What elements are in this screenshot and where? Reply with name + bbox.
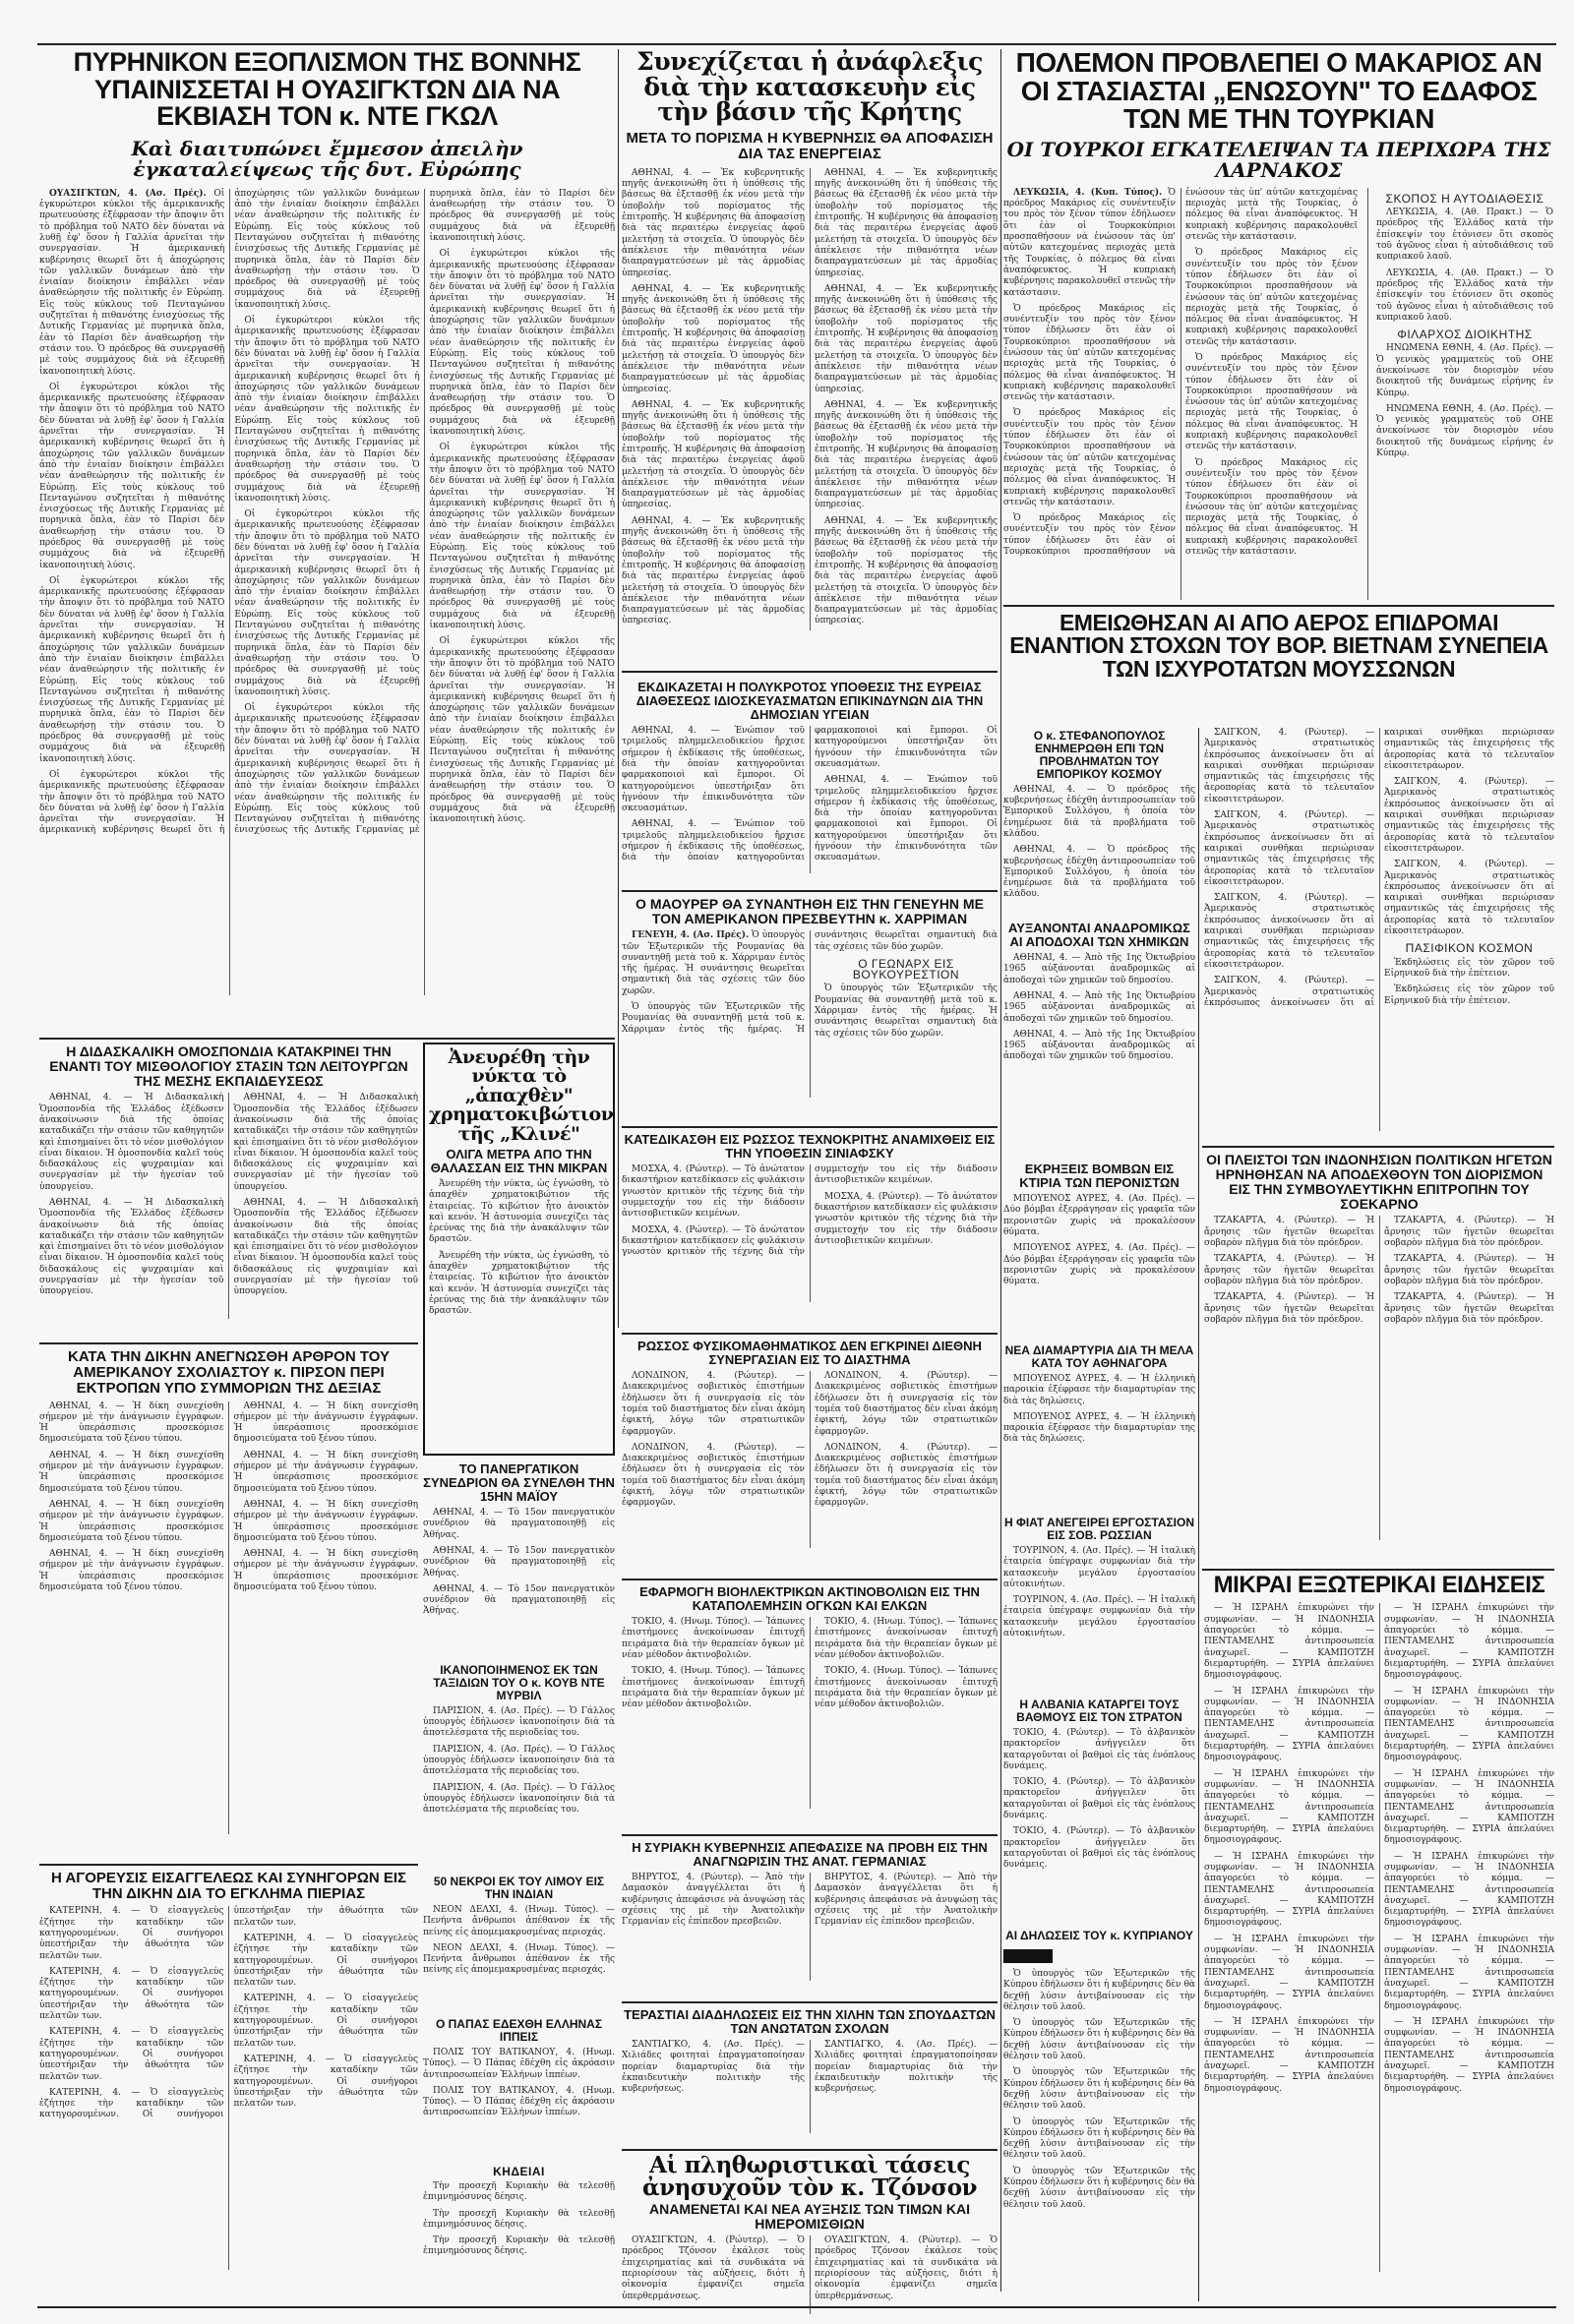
bishop-story (622, 679, 998, 885)
bottom-rule (37, 2306, 1556, 2308)
cypriots-body: ΑΘΗΝΑΙ, 4. — Ἀπὸ τῆς 1ης Ὀκτωβρίου 1965 αὐξάνονται ἀναδρομικῶς αἱ ἀποδοχαὶ τῶν χημικῶν τοῦ δημοσίου. ΑΘΗΝΑΙ, 4. — Ἀπὸ τῆς 1ης Ὀκτωβρίου 1965 αὐξάνονται ἀναδρομικῶς αἱ ἀποδοχαὶ τῶν χημικῶν τοῦ δημοσίου. ΑΘΗΝΑΙ, 4. — Ἀπὸ τῆς 1ης Ὀκτωβρίου 1965 αὐξάνονται ἀναδρομικῶς αἱ ἀποδοχαὶ τῶν χημικῶν τοῦ δημοσίου. (1003, 953, 1195, 1062)
teachers-body: ΑΘΗΝΑΙ, 4. — Ἡ Διδασκαλικὴ Ὁμοσπονδία τῆς Ἑλλάδος ἐξέδωσεν ἀνακοίνωσιν διὰ τῆς ὁποίας καταδικάζει τὴν στάσιν τῶν καθηγητῶν καὶ ἐπισημαίνει ὅτι τὸ νέον μισθολόγιον εἶναι δίκαιον. Ἡ ὁμοσπονδία καλεῖ τοὺς διδασκάλους εἰς ψυχραιμίαν καὶ συνεργασίαν μὲ τὴν ἡγεσίαν τοῦ ὑπουργείου. ΑΘΗΝΑΙ, 4. — Ἡ Διδασκαλικὴ Ὁμοσπονδία τῆς Ἑλλάδος ἐξέδωσεν ἀνακοίνωσιν διὰ τῆς ὁποίας καταδικάζει τὴν στάσιν τῶν καθηγητῶν καὶ ἐπισημαίνει ὅτι τὸ νέον μισθολόγιον εἶναι δίκαιον. Ἡ ὁμοσπονδία καλεῖ τοὺς διδασκάλους εἰς ψυχραιμίαν καὶ συνεργασίαν μὲ τὴν ἡγεσίαν τοῦ ὑπουργείου. ΑΘΗΝΑΙ, 4. — Ἡ Διδασκαλικὴ Ὁμοσπονδία τῆς Ἑλλάδος ἐξέδωσεν ἀνακοίνωσιν διὰ τῆς ὁποίας καταδικάζει τὴν στάσιν τῶν καθηγητῶν καὶ ἐπισημαίνει ὅτι τὸ νέον μισθολόγιον εἶναι δίκαιον. Ἡ ὁμοσπονδία καλεῖ τοὺς διδασκάλους εἰς ψυχραιμίαν καὶ συνεργασίαν μὲ τὴν ἡγεσίαν τοῦ ὑπουργείου. ΑΘΗΝΑΙ, 4. — Ἡ Διδασκαλικὴ Ὁμοσπονδία τῆς Ἑλλάδος ἐξέδωσεν ἀνακοίνωσιν διὰ τῆς ὁποίας καταδικάζει τὴν στάσιν τῶν καθηγητῶν καὶ ἐπισημαίνει ὅτι τὸ νέον μισθολόγιον εἶναι δίκαιον. Ἡ ὁμοσπονδία καλεῖ τοὺς διδασκάλους εἰς ψυχραιμίαν καὶ συνεργασίαν μὲ τὴν ἡγεσίαν τοῦ ὑπουργείου. (39, 1093, 418, 1297)
technocrat-headline: ΚΑΤΕΔΙΚΑΣΘΗ ΕΙΣ ΡΩΣΣΟΣ ΤΕΧΝΟΚΡΙΤΗΣ ΑΝΑΜΙΧΘΕΙΣ ΕΙΣ ΤΗΝ ΥΠΟΘΕΣΙΝ ΣΙΝΙΑΦΣΚΥ (624, 1132, 996, 1162)
section-rule (622, 890, 998, 892)
safes-subhead: ΟΛΙΓΑ ΜΕΤΡΑ ΑΠΟ ΤΗΝ ΘΑΛΑΣΣΑΝ ΕΙΣ ΤΗΝ ΜΙΚΡΑΝ (430, 1146, 608, 1175)
kyprianou-story (1003, 1928, 1195, 2292)
safes-body: Ἀνευρέθη τὴν νύκτα, ὡς ἐγνώσθη, τὸ ἁπαχθὲν χρηματοκιβώτιον τῆς ἑταιρείας. Τὸ κιβώτιον ἦτο ἀνοικτὸν καὶ κενόν. Ἡ ἀστυνομία συνεχίζει τὰς ἐρεύνας της διὰ τὴν ἀνακάλυψιν τῶν δραστῶν. Ἀνευρέθη τὴν νύκτα, ὡς ἐγνώσθη, τὸ ἁπαχθὲν χρηματοκιβώτιον τῆς ἑταιρείας. Τὸ κιβώτιον ἦτο ἀνοικτὸν καὶ κενόν. Ἡ ἀστυνομία συνεχίζει τὰς ἐρεύνας της διὰ τὴν ἀνακάλυψιν τῶν δραστῶν. (429, 1178, 609, 1317)
column-rule (1198, 728, 1199, 2301)
games-headline: Ο ΠΑΠΑΣ ΕΔΕΧΘΗ ΕΛΛΗΝΑΣ ΙΠΠΕΙΣ (435, 2017, 603, 2044)
section-rule (622, 1333, 998, 1335)
maurer-body: ΓΕΝΕΥΗ, 4. (Ασ. Πρές). Ὁ ὑπουργὸς τῶν Ἐξωτερικῶν τῆς Ρουμανίας θὰ συναντηθῇ μετὰ τοῦ κ. Χάρριμαν ἐντὸς τῆς ἡμέρας. Ἡ συνάντησις θεωρεῖται σημαντικὴ διὰ τὰς σχέσεις τῶν δύο χωρῶν. Ὁ ὑπουργὸς τῶν Ἐξωτερικῶν τῆς Ρουμανίας θὰ συναντηθῇ μετὰ τοῦ κ. Χάρριμαν ἐντὸς τῆς ἡμέρας. Ἡ συνάντησις θεωρεῖται σημαντικὴ διὰ τὰς σχέσεις τῶν δύο χωρῶν. Ο ΓΕΩΝΑΡΧ ΕΙΣ ΒΟΥΚΟΥΡΕΣΤΙΟΝ Ὁ ὑπουργὸς τῶν Ἐξωτερικῶν τῆς Ρουμανίας θὰ συναντηθῇ μετὰ τοῦ κ. Χάρριμαν ἐντὸς τῆς ἡμέρας. Ἡ συνάντησις θεωρεῖται σημαντικὴ διὰ τὰς σχέσεις τῶν δύο χωρῶν. (622, 930, 998, 1039)
makarios-label2: ΦΙΛΑΡΧΟΣ ΔΙΟΙΚΗΤΗΣ (1397, 328, 1533, 342)
inflation-subhead: ΑΝΑΜΕΝΕΤΑΙ ΚΑΙ ΝΕΑ ΑΥΞΗΣΙΣ ΤΩΝ ΤΙΜΩΝ ΚΑΙ ΗΜΕΡΟΜΙΣΘΙΩΝ (649, 2200, 970, 2233)
chile-body: ΣΑΝΤΙΑΓΚΟ, 4. (Ασ. Πρές). — Χιλιάδες φοιτηταὶ ἐπραγματοποίησαν πορείαν διαμαρτυρίας διὰ τὴν ἐκπαιδευτικὴν πολιτικὴν τῆς κυβερνήσεως. ΣΑΝΤΙΑΓΚΟ, 4. (Ασ. Πρές). — Χιλιάδες φοιτηταὶ ἐπραγματοποίησαν πορείαν διαμαρτυρίας διὰ τὴν ἐκπαιδευτικὴν πολιτικὴν τῆς κυβερνήσεως. (622, 2040, 998, 2095)
fiat-headline: Η ΦΙΑΤ ΑΝΕΓΕΙΡΕΙ ΕΡΓΟΣΤΑΣΙΟΝ ΕΙΣ ΣΟΒ. ΡΩΣΣΙΑΝ (1003, 1516, 1195, 1542)
piera-body: ΚΑΤΕΡΙΝΗ, 4. — Ὁ εἰσαγγελεὺς ἐζήτησε τὴν καταδίκην τῶν κατηγορουμένων. Οἱ συνήγοροι ὑπεστήριξαν τὴν ἀθωότητα τῶν πελατῶν των. ΚΑΤΕΡΙΝΗ, 4. — Ὁ εἰσαγγελεὺς ἐζήτησε τὴν καταδίκην τῶν κατηγορουμένων. Οἱ συνήγοροι ὑπεστήριξαν τὴν ἀθωότητα τῶν πελατῶν των. ΚΑΤΕΡΙΝΗ, 4. — Ὁ εἰσαγγελεὺς ἐζήτησε τὴν καταδίκην τῶν κατηγορουμένων. Οἱ συνήγοροι ὑπεστήριξαν τὴν ἀθωότητα τῶν πελατῶν των. ΚΑΤΕΡΙΝΗ, 4. — Ὁ εἰσαγγελεὺς ἐζήτησε τὴν καταδίκην τῶν κατηγορουμένων. Οἱ συνήγοροι ὑπεστήριξαν τὴν ἀθωότητα τῶν πελατῶν των. ΚΑΤΕΡΙΝΗ, 4. — Ὁ εἰσαγγελεὺς ἐζήτησε τὴν καταδίκην τῶν κατηγορουμένων. Οἱ συνήγοροι ὑπεστήριξαν τὴν ἀθωότητα τῶν πελατῶν των. ΚΑΤΕΡΙΝΗ, 4. — Ὁ εἰσαγγελεὺς ἐζήτησε τὴν καταδίκην τῶν κατηγορουμένων. Οἱ συνήγοροι ὑπεστήριξαν τὴν ἀθωότητα τῶν πελατῶν των. ΚΑΤΕΡΙΝΗ, 4. — Ὁ εἰσαγγελεὺς ἐζήτησε τὴν καταδίκην τῶν κατηγορουμένων. Οἱ συνήγοροι ὑπεστήριξαν τὴν ἀθωότητα τῶν πελατῶν των. (39, 1906, 418, 2120)
athenagoras-body: ΜΠΟΥΕΝΟΣ ΑΥΡΕΣ, 4. — Ἡ ἑλληνικὴ παροικία ἐξέφρασε τὴν διαμαρτυρίαν της διὰ τὰς δηλώσεις. ΜΠΟΥΕΝΟΣ ΑΥΡΕΣ, 4. — Ἡ ἑλληνικὴ παροικία ἐξέφρασε τὴν διαμαρτυρίαν της διὰ τὰς δηλώσεις. (1003, 1373, 1195, 1445)
bombs-story (1003, 1161, 1195, 1338)
famine-headline: 50 ΝΕΚΡΟΙ ΕΚ ΤΟΥ ΛΙΜΟΥ ΕΙΣ ΤΗΝ ΙΝΔΙΑΝ (433, 1875, 605, 1901)
lead-story (39, 49, 615, 1033)
makarios-story (1003, 49, 1554, 600)
section-rule (622, 671, 998, 673)
makarios-side-label: ΣΚΟΠΟΣ Η ΑΥΤΟΔΙΑΘΕΣΙΣ (1385, 191, 1544, 206)
section-rule (622, 2001, 998, 2003)
kyprianou-headline: ΑΙ ΔΗΛΩΣΕΙΣ ΤΟΥ κ. ΚΥΠΡΙΑΝΟΥ (1005, 1929, 1193, 1942)
piera-story (39, 1869, 418, 2301)
africa-body: ΤΖΑΚΑΡΤΑ, 4. (Ρώυτερ). — Ἡ ἄρνησις τῶν ἡγετῶν θεωρεῖται σοβαρὸν πλῆγμα διὰ τὸν πρόεδρον. ΤΖΑΚΑΡΤΑ, 4. (Ρώυτερ). — Ἡ ἄρνησις τῶν ἡγετῶν θεωρεῖται σοβαρὸν πλῆγμα διὰ τὸν πρόεδρον. ΤΖΑΚΑΡΤΑ, 4. (Ρώυτερ). — Ἡ ἄρνησις τῶν ἡγετῶν θεωρεῖται σοβαρὸν πλῆγμα διὰ τὸν πρόεδρον. ΤΖΑΚΑΡΤΑ, 4. (Ρώυτερ). — Ἡ ἄρνησις τῶν ἡγετῶν θεωρεῖται σοβαρὸν πλῆγμα διὰ τὸν πρόεδρον. ΤΖΑΚΑΡΤΑ, 4. (Ρώυτερ). — Ἡ ἄρνησις τῶν ἡγετῶν θεωρεῖται σοβαρὸν πλῆγμα διὰ τὸν πρόεδρον. ΤΖΑΚΑΡΤΑ, 4. (Ρώυτερ). — Ἡ ἄρνησις τῶν ἡγετῶν θεωρεῖται σοβαρὸν πλῆγμα διὰ τὸν πρόεδρον. (1204, 1216, 1554, 1325)
section-rule (622, 1579, 998, 1580)
stefanopoulos-headline: Ο κ. ΣΤΕΦΑΝΟΠΟΥΛΟΣ ΕΝΗΜΕΡΩΘΗ ΕΠΙ ΤΩΝ ΠΡΟΒΛΗΜΑΤΩΝ ΤΟΥ ΕΜΠΟΡΙΚΟΥ ΚΟΣΜΟΥ (1033, 729, 1166, 781)
section-rule (622, 1126, 998, 1128)
syria-story (622, 1839, 998, 1996)
maurer-headline: Ο ΜΑΟΥΡΕΡ ΘΑ ΣΥΝΑΝΤΗΘΗ ΕΙΣ ΤΗΝ ΓΕΝΕΥΗΝ ΜΕ ΤΟΝ ΑΜΕΡΙΚΑΝΟΝ ΠΡΕΣΒΕΥΤΗΝ κ. ΧΑΡΡΙΜΑΝ (636, 896, 984, 927)
section-rule (1003, 605, 1554, 607)
fiat-body: ΤΟΥΡΙΝΟΝ, 4. (Ασ. Πρές). — Ἡ ἰταλικὴ ἑταιρεία ὑπέγραψε συμφωνίαν διὰ τὴν κατασκευὴν μεγάλου ἐργοστασίου αὐτοκινήτων. ΤΟΥΡΙΝΟΝ, 4. (Ασ. Πρές). — Ἡ ἰταλικὴ ἑταιρεία ὑπέγραψε συμφωνίαν διὰ τὴν κατασκευὴν μεγάλου ἐργοστασίου αὐτοκινήτων. (1003, 1545, 1195, 1639)
albania-story (1003, 1697, 1195, 1923)
technocrat-story (622, 1131, 998, 1328)
crete-headline: Συνεχίζεται ἡ ἀνάφλεξις διὰ τὴν κατασκευὴν εἰς τὴν βάσιν τῆς Κρήτης (636, 49, 983, 126)
teachers-headline: Η ΔΙΔΑΣΚΑΛΙΚΗ ΟΜΟΣΠΟΝΔΙΑ ΚΑΤΑΚΡΙΝΕΙ ΤΗΝ ΕΝΑΝΤΙ ΤΟΥ ΜΙΣΘΟΛΟΓΙΟΥ ΣΤΑΣΙΝ ΤΩΝ ΛΕΙΤΟΥΡΓΩΝ ΤΗΣ ΜΕΣΗΣ ΕΚΠΑΙΔΕΥΣΕΩΣ (49, 1043, 408, 1090)
inflation-headline: Αἱ πληθωριστικαὶ τάσεις ἀνησυχοῦν τὸν κ. Τζόνσον (641, 2154, 978, 2202)
famine-body: ΝΕΟΝ ΔΕΛΧΙ, 4. (Ηνωμ. Τύπος). — Πενήντα ἄνθρωποι ἀπέθανον ἐκ τῆς πείνης εἰς ἀπομεμακρυσμένας περιοχάς. ΝΕΟΝ ΔΕΛΧΙ, 4. (Ηνωμ. Τύπος). — Πενήντα ἄνθρωποι ἀπέθανον ἐκ τῆς πείνης εἰς ἀπομεμακρυσμένας περιοχάς. (423, 1904, 615, 1976)
lead-subhead: Καὶ διαιτυπώνει ἔμμεσον ἀπειλὴν ἐγκαταλείψεως τῆς δυτ. Εὐρώπης (131, 136, 523, 182)
arrow-marker-icon (1003, 1949, 1053, 1963)
footer-notice (423, 2159, 615, 2296)
column-rule (1000, 49, 1001, 2292)
albania-body: ΤΟΚΙΟ, 4. (Ρώυτερ). — Τὸ ἀλβανικὸν πρακτορεῖον ἀνήγγειλεν ὅτι καταργοῦνται οἱ βαθμοὶ εἰς τὰς ἐνόπλους δυνάμεις. ΤΟΚΙΟ, 4. (Ρώυτερ). — Τὸ ἀλβανικὸν πρακτορεῖον ἀνήγγειλεν ὅτι καταργοῦνται οἱ βαθμοὶ εἰς τὰς ἐνόπλους δυνάμεις. ΤΟΚΙΟ, 4. (Ρώυτερ). — Τὸ ἀλβανικὸν πρακτορεῖον ἀνήγγειλεν ὅτι καταργοῦνται οἱ βαθμοὶ εἰς τὰς ἐνόπλους δυνάμεις. (1003, 1727, 1195, 1871)
footer-label: ΚΗΔΕΙΑΙ (493, 2165, 545, 2178)
radio-story (622, 1583, 998, 1829)
section-rule (39, 1038, 615, 1040)
hungary-label: ΠΑΣΙΦΙΚΟΝ ΚΟΣΜΟΝ (1405, 941, 1534, 956)
crete-body: ΑΘΗΝΑΙ, 4. — Ἐκ κυβερνητικῆς πηγῆς ἀνεκοινώθη ὅτι ἡ ὑπόθεσις τῆς βάσεως θὰ ἐξετασθῇ ἐκ νέου μετὰ τὴν ὑποβολὴν τοῦ πορίσματος τῆς ἐπιτροπῆς. Ἡ κυβέρνησις θὰ ἀποφασίσῃ διὰ τὰς περαιτέρω ἐνεργείας ἀφοῦ μελετήσῃ τὰ στοιχεῖα. Ὁ ὑπουργὸς δὲν ἀπέκλεισε τὴν πιθανότητα νέων διαπραγματεύσεων μὲ τὰς ἀρμοδίας ὑπηρεσίας. ΑΘΗΝΑΙ, 4. — Ἐκ κυβερνητικῆς πηγῆς ἀνεκοινώθη ὅτι ἡ ὑπόθεσις τῆς βάσεως θὰ ἐξετασθῇ ἐκ νέου μετὰ τὴν ὑποβολὴν τοῦ πορίσματος τῆς ἐπιτροπῆς. Ἡ κυβέρνησις θὰ ἀποφασίσῃ διὰ τὰς περαιτέρω ἐνεργείας ἀφοῦ μελετήσῃ τὰ στοιχεῖα. Ὁ ὑπουργὸς δὲν ἀπέκλεισε τὴν πιθανότητα νέων διαπραγματεύσεων μὲ τὰς ἀρμοδίας ὑπηρεσίας. ΑΘΗΝΑΙ, 4. — Ἐκ κυβερνητικῆς πηγῆς ἀνεκοινώθη ὅτι ἡ ὑπόθεσις τῆς βάσεως θὰ ἐξετασθῇ ἐκ νέου μετὰ τὴν ὑποβολὴν τοῦ πορίσματος τῆς ἐπιτροπῆς. Ἡ κυβέρνησις θὰ ἀποφασίσῃ διὰ τὰς περαιτέρω ἐνεργείας ἀφοῦ μελετήσῃ τὰ στοιχεῖα. Ὁ ὑπουργὸς δὲν ἀπέκλεισε τὴν πιθανότητα νέων διαπραγματεύσεων μὲ τὰς ἀρμοδίας ὑπηρεσίας. ΑΘΗΝΑΙ, 4. — Ἐκ κυβερνητικῆς πηγῆς ἀνεκοινώθη ὅτι ἡ ὑπόθεσις τῆς βάσεως θὰ ἐξετασθῇ ἐκ νέου μετὰ τὴν ὑποβολὴν τοῦ πορίσματος τῆς ἐπιτροπῆς. Ἡ κυβέρνησις θὰ ἀποφασίσῃ διὰ τὰς περαιτέρω ἐνεργείας ἀφοῦ μελετήσῃ τὰ στοιχεῖα. Ὁ ὑπουργὸς δὲν ἀπέκλεισε τὴν πιθανότητα νέων διαπραγματεύσεων μὲ τὰς ἀρμοδίας ὑπηρεσίας. ΑΘΗΝΑΙ, 4. — Ἐκ κυβερνητικῆς πηγῆς ἀνεκοινώθη ὅτι ἡ ὑπόθεσις τῆς βάσεως θὰ ἐξετασθῇ ἐκ νέου μετὰ τὴν ὑποβολὴν τοῦ πορίσματος τῆς ἐπιτροπῆς. Ἡ κυβέρνησις θὰ ἀποφασίσῃ διὰ τὰς περαιτέρω ἐνεργείας ἀφοῦ μελετήσῃ τὰ στοιχεῖα. Ὁ ὑπουργὸς δὲν ἀπέκλεισε τὴν πιθανότητα νέων διαπραγματεύσεων μὲ τὰς ἀρμοδίας ὑπηρεσίας. ΑΘΗΝΑΙ, 4. — Ἐκ κυβερνητικῆς πηγῆς ἀνεκοινώθη ὅτι ἡ ὑπόθεσις τῆς βάσεως θὰ ἐξετασθῇ ἐκ νέου μετὰ τὴν ὑποβολὴν τοῦ πορίσματος τῆς ἐπιτροπῆς. Ἡ κυβέρνησις θὰ ἀποφασίσῃ διὰ τὰς περαιτέρω ἐνεργείας ἀφοῦ μελετήσῃ τὰ στοιχεῖα. Ὁ ὑπουργὸς δὲν ἀπέκλεισε τὴν πιθανότητα νέων διαπραγματεύσεων μὲ τὰς ἀρμοδίας ὑπηρεσίας. ΑΘΗΝΑΙ, 4. — Ἐκ κυβερνητικῆς πηγῆς ἀνεκοινώθη ὅτι ἡ ὑπόθεσις τῆς βάσεως θὰ ἐξετασθῇ ἐκ νέου μετὰ τὴν ὑποβολὴν τοῦ πορίσματος τῆς ἐπιτροπῆς. Ἡ κυβέρνησις θὰ ἀποφασίσῃ διὰ τὰς περαιτέρω ἐνεργείας ἀφοῦ μελετήσῃ τὰ στοιχεῖα. Ὁ ὑπουργὸς δὲν ἀπέκλεισε τὴν πιθανότητα νέων διαπραγματεύσεων μὲ τὰς ἀρμοδίας ὑπηρεσίας. ΑΘΗΝΑΙ, 4. — Ἐκ κυβερνητικῆς πηγῆς ἀνεκοινώθη ὅτι ἡ ὑπόθεσις τῆς βάσεως θὰ ἐξετασθῇ ἐκ νέου μετὰ τὴν ὑποβολὴν τοῦ πορίσματος τῆς ἐπιτροπῆς. Ἡ κυβέρνησις θὰ ἀποφασίσῃ διὰ τὰς περαιτέρω ἐνεργείας ἀφοῦ μελετήσῃ τὰ στοιχεῖα. Ὁ ὑπουργὸς δὲν ἀπέκλεισε τὴν πιθανότητα νέων διαπραγματεύσεων μὲ τὰς ἀρμοδίας ὑπηρεσίας. (622, 167, 998, 626)
crete-subhead: ΜΕΤΑ ΤΟ ΠΟΡΙΣΜΑ Η ΚΥΒΕΡΝΗΣΙΣ ΘΑ ΑΠΟΦΑΣΙΣΗ ΔΙΑ ΤΑΣ ΕΝΕΡΓΕΙΑΣ (626, 129, 994, 162)
games-story (423, 2016, 615, 2154)
vietnam-body-wrap (1204, 728, 1554, 1141)
top-rule (37, 43, 1556, 45)
cypriots-headline: ΑΥΞΑΝΟΝΤΑΙ ΑΝΑΔΡΟΜΙΚΩΣ ΑΙ ΑΠΟΔΟΧΑΙ ΤΩΝ ΧΗΜΙΚΩΝ (1008, 921, 1190, 950)
makarios-headline: ΠΟΛΕΜΟΝ ΠΡΟΒΛΕΠΕΙ Ο ΜΑΚΑΡΙΟΣ ΑΝ ΟΙ ΣΤΑΣΙΑΣΤΑΙ „ΕΝΩΣΟΥΝ" ΤΟ ΕΔΑΦΟΣ ΤΩΝ ΜΕ ΤΗΝ ΤΟΥΡΚΙΑΝ (1015, 49, 1543, 135)
radio-body: ΤΟΚΙΟ, 4. (Ηνωμ. Τύπος). — Ἰάπωνες ἐπιστήμονες ἀνεκοίνωσαν ἐπιτυχῆ πειράματα διὰ τὴν θεραπείαν ὄγκων μὲ νέαν μέθοδον ἀκτινοβολιῶν. ΤΟΚΙΟ, 4. (Ηνωμ. Τύπος). — Ἰάπωνες ἐπιστήμονες ἀνεκοίνωσαν ἐπιτυχῆ πειράματα διὰ τὴν θεραπείαν ὄγκων μὲ νέαν μέθοδον ἀκτινοβολιῶν. ΤΟΚΙΟ, 4. (Ηνωμ. Τύπος). — Ἰάπωνες ἐπιστήμονες ἀνεκοίνωσαν ἐπιτυχῆ πειράματα διὰ τὴν θεραπείαν ὄγκων μὲ νέαν μέθοδον ἀκτινοβολιῶν. ΤΟΚΙΟ, 4. (Ηνωμ. Τύπος). — Ἰάπωνες ἐπιστήμονες ἀνεκοίνωσαν ἐπιτυχῆ πειράματα διὰ τὴν θεραπείαν ὄγκων μὲ νέαν μέθοδον ἀκτινοβολιῶν. (622, 1617, 998, 1710)
trial-headline: ΚΑΤΑ ΤΗΝ ΔΙΚΗΝ ΑΝΕΓΝΩΣΘΗ ΑΡΘΡΟΝ ΤΟΥ ΑΜΕΡΙΚΑΝΟΥ ΣΧΟΛΙΑΣΤΟΥ κ. ΠΙΡΣΟΝ ΠΕΡΙ ΕΚΤΡΟΠΩΝ ΥΠΟ ΣΥΜΜΟΡΙΩΝ ΤΗΣ ΔΕΞΙΑΣ (68, 1348, 390, 1398)
syria-body: ΒΗΡΥΤΟΣ, 4. (Ρώυτερ). — Ἀπὸ τὴν Δαμασκὸν ἀναγγέλλεται ὅτι ἡ κυβέρνησις ἀπεφάσισε νὰ ἀνυψώσῃ τὰς σχέσεις της μὲ τὴν Ἀνατολικὴν Γερμανίαν εἰς ἐπίπεδον πρεσβειῶν. ΒΗΡΥΤΟΣ, 4. (Ρώυτερ). — Ἀπὸ τὴν Δαμασκὸν ἀναγγέλλεται ὅτι ἡ κυβέρνησις ἀπεφάσισε νὰ ἀνυψώσῃ τὰς σχέσεις της μὲ τὴν Ἀνατολικὴν Γερμανίαν εἰς ἐπίπεδον πρεσβειῶν. (622, 1873, 998, 1928)
technocrat-body: ΜΟΣΧΑ, 4. (Ρώυτερ). — Τὸ ἀνώτατον δικαστήριον κατεδίκασεν εἰς φυλάκισιν γνωστὸν κριτικὸν τῆς τέχνης διὰ τὴν συμμετοχήν του εἰς τὴν διάδοσιν ἀντισοβιετικῶν κειμένων. ΜΟΣΧΑ, 4. (Ρώυτερ). — Τὸ ἀνώτατον δικαστήριον κατεδίκασεν εἰς φυλάκισιν γνωστὸν κριτικὸν τῆς τέχνης διὰ τὴν συμμετοχήν του εἰς τὴν διάδοσιν ἀντισοβιετικῶν κειμένων. ΜΟΣΧΑ, 4. (Ρώυτερ). — Τὸ ἀνώτατον δικαστήριον κατεδίκασεν εἰς φυλάκισιν γνωστὸν κριτικὸν τῆς τέχνης διὰ τὴν συμμετοχήν του εἰς τὴν διάδοσιν ἀντισοβιετικῶν κειμένων. (622, 1164, 998, 1258)
africa-headline: ΟΙ ΠΛΕΙΣΤΟΙ ΤΩΝ ΙΝΔΟΝΗΣΙΩΝ ΠΟΛΙΤΙΚΩΝ ΗΓΕΤΩΝ ΗΡΝΗΘΗΣΑΝ ΝΑ ΑΠΟΔΕΧΘΟΥΝ ΤΟΝ ΔΙΟΡΙΣΜΟΝ ΕΙΣ ΤΗΝ ΣΥΜΒΟΥΛΕΥΤΙΚΗΝ ΕΠΙΤΡΟΠΗΝ ΤΟΥ ΣΟΕΚΑΡΝΟ (1206, 1152, 1552, 1213)
fiat-story (1003, 1515, 1195, 1692)
stefanopoulos-body: ΑΘΗΝΑΙ, 4. — Ὁ πρόεδρος τῆς κυβερνήσεως ἐδέχθη ἀντιπροσωπείαν τοῦ Ἐμπορικοῦ Συλλόγου, ἡ ὁποία τὸν ἐνημέρωσε διὰ τὰ προβλήματα τοῦ κλάδου. ΑΘΗΝΑΙ, 4. — Ὁ πρόεδρος τῆς κυβερνήσεως ἐδέχθη ἀντιπροσωπείαν τοῦ Ἐμπορικοῦ Συλλόγου, ἡ ὁποία τὸν ἐνημέρωσε διὰ τὰ προβλήματα τοῦ κλάδου. (1003, 784, 1195, 900)
athenagoras-story (1003, 1342, 1195, 1510)
radio-headline: ΕΦΑΡΜΟΓΗ ΒΙΟΗΛΕΚΤΡΙΚΩΝ ΑΚΤΙΝΟΒΟΛΙΩΝ ΕΙΣ ΤΗΝ ΚΑΤΑΠΟΛΕΜΗΣΙΝ ΟΓΚΩΝ ΚΑΙ ΕΛΚΩΝ (639, 1584, 980, 1614)
column-rule (618, 49, 619, 1328)
section-rule (39, 1864, 418, 1866)
makarios-body: ΛΕΥΚΩΣΙΑ, 4. (Κυπ. Τύπος). Ὁ πρόεδρος Μακάριος εἰς συνέντευξίν του πρὸς τὸν ξένον τύπον ἐδήλωσεν ὅτι ἐὰν οἱ Τουρκοκύπριοι προσπαθήσουν νὰ ἑνώσουν τὰς ὑπ' αὐτῶν κατεχομένας περιοχὰς μετὰ τῆς Τουρκίας, ὁ πόλεμος θὰ εἶναι ἀναπόφευκτος. Ἡ κυπριακὴ κυβέρνησις παρακολουθεῖ στενῶς τὴν κατάστασιν. Ὁ πρόεδρος Μακάριος εἰς συνέντευξίν του πρὸς τὸν ξένον τύπον ἐδήλωσεν ὅτι ἐὰν οἱ Τουρκοκύπριοι προσπαθήσουν νὰ ἑνώσουν τὰς ὑπ' αὐτῶν κατεχομένας περιοχὰς μετὰ τῆς Τουρκίας, ὁ πόλεμος θὰ εἶναι ἀναπόφευκτος. Ἡ κυπριακὴ κυβέρνησις παρακολουθεῖ στενῶς τὴν κατάστασιν. Ὁ πρόεδρος Μακάριος εἰς συνέντευξίν του πρὸς τὸν ξένον τύπον ἐδήλωσεν ὅτι ἐὰν οἱ Τουρκοκύπριοι προσπαθήσουν νὰ ἑνώσουν τὰς ὑπ' αὐτῶν κατεχομένας περιοχὰς μετὰ τῆς Τουρκίας, ὁ πόλεμος θὰ εἶναι ἀναπόφευκτος. Ἡ κυπριακὴ κυβέρνησις παρακολουθεῖ στενῶς τὴν κατάστασιν. Ὁ πρόεδρος Μακάριος εἰς συνέντευξίν του πρὸς τὸν ξένον τύπον ἐδήλωσεν ὅτι ἐὰν οἱ Τουρκοκύπριοι προσπαθήσουν νὰ ἑνώσουν τὰς ὑπ' αὐτῶν κατεχομένας περιοχὰς μετὰ τῆς Τουρκίας, ὁ πόλεμος θὰ εἶναι ἀναπόφευκτος. Ἡ κυπριακὴ κυβέρνησις παρακολουθεῖ στενῶς τὴν κατάστασιν. Ὁ πρόεδρος Μακάριος εἰς συνέντευξίν του πρὸς τὸν ξένον τύπον ἐδήλωσεν ὅτι ἐὰν οἱ Τουρκοκύπριοι προσπαθήσουν νὰ ἑνώσουν τὰς ὑπ' αὐτῶν κατεχομένας περιοχὰς μετὰ τῆς Τουρκίας, ὁ πόλεμος θὰ εἶναι ἀναπόφευκτος. Ἡ κυπριακὴ κυβέρνησις παρακολουθεῖ στενῶς τὴν κατάστασιν. Ὁ πρόεδρος Μακάριος εἰς συνέντευξίν του πρὸς τὸν ξένον τύπον ἐδήλωσεν ὅτι ἐὰν οἱ Τουρκοκύπριοι προσπαθήσουν νὰ ἑνώσουν τὰς ὑπ' αὐτῶν κατεχομένας περιοχὰς μετὰ τῆς Τουρκίας, ὁ πόλεμος θὰ εἶναι ἀναπόφευκτος. Ἡ κυπριακὴ κυβέρνησις παρακολουθεῖ στενῶς τὴν κατάστασιν. Ὁ πρόεδρος Μακάριος εἰς συνέντευξίν του πρὸς τὸν ξένον τύπον ἐδήλωσεν ὅτι ἐὰν οἱ Τουρκοκύπριοι προσπαθήσουν νὰ ἑνώσουν τὰς ὑπ' αὐτῶν κατεχομένας περιοχὰς μετὰ τῆς Τουρκίας, ὁ πόλεμος θὰ εἶναι ἀναπόφευκτος. Ἡ κυπριακὴ κυβέρνησις παρακολουθεῖ στενῶς τὴν κατάστασιν. (1003, 187, 1358, 558)
trial-story (39, 1347, 418, 1859)
money-headline: ΙΚΑΝΟΠΟΙΗΜΕΝΟΣ ΕΚ ΤΩΝ ΤΑΞΙΔΙΩΝ ΤΟΥ Ο κ. ΚΟΥΒ ΝΤΕ ΜΥΡΒΙΛ (433, 1663, 605, 1702)
section-rule (1202, 1569, 1554, 1571)
piera-headline: Η ΑΓΟΡΕΥΣΙΣ ΕΙΣΑΓΓΕΛΕΩΣ ΚΑΙ ΣΥΝΗΓΟΡΩΝ ΕΙΣ ΤΗΝ ΔΙΚΗΝ ΔΙΑ ΤΟ ΕΓΚΛΗΜΑ ΠΙΕΡΙΑΣ (50, 1870, 407, 1903)
safes-headline: Ἀνευρέθη τὴν νύκτα τὸ „ἁπαχθὲν" χρηματοκιβώτιον τῆς „Κλινέ" (429, 1046, 614, 1145)
albania-headline: Η ΑΛΒΑΝΙΑ ΚΑΤΑΡΓΕΙ ΤΟΥΣ ΒΑΘΜΟΥΣ ΕΙΣ ΤΟΝ ΣΤΡΑΤΟΝ (1016, 1698, 1182, 1724)
festival-story (423, 1460, 615, 1657)
teachers-story (39, 1043, 418, 1338)
bombs-body: ΜΠΟΥΕΝΟΣ ΑΥΡΕΣ, 4. (Ασ. Πρές). — Δύο βόμβαι ἐξερράγησαν εἰς γραφεῖα τῶν περονιστῶν χωρὶς νὰ προκαλέσουν θύματα. ΜΠΟΥΕΝΟΣ ΑΥΡΕΣ, 4. (Ασ. Πρές). — Δύο βόμβαι ἐξερράγησαν εἰς γραφεῖα τῶν περονιστῶν χωρὶς νὰ προκαλέσουν θύματα. (1003, 1194, 1195, 1287)
physicist-body: ΛΟΝΔΙΝΟΝ, 4. (Ρώυτερ). — Διακεκριμένος σοβιετικὸς ἐπιστήμων ἐδήλωσεν ὅτι ἡ συνεργασία εἰς τὸν τομέα τοῦ διαστήματος δὲν εἶναι ἀκόμη ἐφικτή, λόγῳ τῶν στρατιωτικῶν ἐφαρμογῶν. ΛΟΝΔΙΝΟΝ, 4. (Ρώυτερ). — Διακεκριμένος σοβιετικὸς ἐπιστήμων ἐδήλωσεν ὅτι ἡ συνεργασία εἰς τὸν τομέα τοῦ διαστήματος δὲν εἶναι ἀκόμη ἐφικτή, λόγῳ τῶν στρατιωτικῶν ἐφαρμογῶν. ΛΟΝΔΙΝΟΝ, 4. (Ρώυτερ). — Διακεκριμένος σοβιετικὸς ἐπιστήμων ἐδήλωσεν ὅτι ἡ συνεργασία εἰς τὸν τομέα τοῦ διαστήματος δὲν εἶναι ἀκόμη ἐφικτή, λόγῳ τῶν στρατιωτικῶν ἐφαρμογῶν. ΛΟΝΔΙΝΟΝ, 4. (Ρώυτερ). — Διακεκριμένος σοβιετικὸς ἐπιστήμων ἐδήλωσεν ὅτι ἡ συνεργασία εἰς τὸν τομέα τοῦ διαστήματος δὲν εἶναι ἀκόμη ἐφικτή, λόγῳ τῶν στρατιωτικῶν ἐφαρμογῶν. (622, 1371, 998, 1509)
famine-story (423, 1874, 615, 2011)
bishop-headline: ΕΚΔΙΚΑΖΕΤΑΙ Η ΠΟΛΥΚΡΟΤΟΣ ΥΠΟΘΕΣΙΣ ΤΗΣ ΕΥΡΕΙΑΣ ΔΙΑΘΕΣΕΩΣ ΙΔΙΟΣΚΕΥΑΣΜΑΤΩΝ ΕΠΙΚΙΝΔΥΝΩΝ ΔΙΑ ΤΗΝ ΔΗΜΟΣΙΑΝ ΥΓΕΙΑΝ (636, 680, 984, 723)
vietnam-headline: ΕΜΕΙΩΘΗΣΑΝ ΑΙ ΑΠΟ ΑΕΡΟΣ ΕΠΙΔΡΟΜΑΙ ΕΝΑΝΤΙΟΝ ΣΤΟΧΩΝ ΤΟΥ ΒΟΡ. ΒΙΕΤΝΑΜ ΣΥΝΕΠΕΙΑ ΤΩΝ ΙΣΧΥΡΟΤΑΤΩΝ ΜΟΥΣΣΩΝΩΝ (1009, 612, 1548, 682)
chile-story (622, 2006, 998, 2144)
physicist-story (622, 1338, 998, 1574)
chile-headline: ΤΕΡΑΣΤΙΑΙ ΔΙΑΔΗΛΩΣΕΙΣ ΕΙΣ ΤΗΝ ΧΙΛΗΝ ΤΩΝ ΣΠΟΥΔΑΣΤΩΝ ΤΩΝ ΑΝΩΤΑΤΩΝ ΣΧΟΛΩΝ (624, 2007, 996, 2037)
africa-story (1204, 1151, 1554, 1564)
festival-body: ΑΘΗΝΑΙ, 4. — Τὸ 15ον πανεργατικὸν συνέδριον θὰ πραγματοποιηθῇ εἰς Ἀθήνας. ΑΘΗΝΑΙ, 4. — Τὸ 15ον πανεργατικὸν συνέδριον θὰ πραγματοποιηθῇ εἰς Ἀθήνας. ΑΘΗΝΑΙ, 4. — Τὸ 15ον πανεργατικὸν συνέδριον θὰ πραγματοποιηθῇ εἰς Ἀθήνας. (423, 1508, 615, 1617)
games-body: ΠΟΛΙΣ ΤΟΥ ΒΑΤΙΚΑΝΟΥ, 4. (Ηνωμ. Τύπος). — Ὁ Πάπας ἐδέχθη εἰς ἀκρόασιν ἀντιπροσωπείαν Ἑλλήνων ἱππέων. ΠΟΛΙΣ ΤΟΥ ΒΑΤΙΚΑΝΟΥ, 4. (Ηνωμ. Τύπος). — Ὁ Πάπας ἐδέχθη εἰς ἀκρόασιν ἀντιπροσωπείαν Ἑλλήνων ἱππέων. (423, 2047, 615, 2118)
section-rule (1202, 1146, 1554, 1148)
money-story (423, 1662, 615, 1869)
footer-body: Τὴν προσεχῆ Κυριακὴν θὰ τελεσθῇ ἐπιμνημόσυνος δέησις. Τὴν προσεχῆ Κυριακὴν θὰ τελεσθῇ ἐπιμνημόσυνος δέησις. Τὴν προσεχῆ Κυριακὴν θὰ τελεσθῇ ἐπιμνημόσυνος δέησις. (423, 2181, 615, 2257)
inflation-body: ΟΥΑΣΙΓΚΤΩΝ, 4. (Ρώυτερ). — Ὁ πρόεδρος Τζόνσον ἐκάλεσε τοὺς ἐπιχειρηματίας καὶ τὰ συνδικάτα νὰ περιορίσουν τὰς αὐξήσεις, διότι ἡ οἰκονομία ἐμφανίζει σημεῖα ὑπερθερμάνσεως. ΟΥΑΣΙΓΚΤΩΝ, 4. (Ρώυτερ). — Ὁ πρόεδρος Τζόνσον ἐκάλεσε τοὺς ἐπιχειρηματίας καὶ τὰ συνδικάτα νὰ περιορίσουν τὰς αὐξήσεις, διότι ἡ οἰκονομία ἐμφανίζει σημεῖα ὑπερθερμάνσεως. (622, 2235, 998, 2301)
maurer-story (622, 895, 998, 1121)
vietnam-body: ΣΑΙΓΚΟΝ, 4. (Ρώυτερ). — Ἀμερικανὸς στρατιωτικὸς ἐκπρόσωπος ἀνεκοίνωσεν ὅτι αἱ καιρικαὶ συνθῆκαι περιώρισαν σημαντικῶς τὰς ἐπιχειρήσεις τῆς ἀεροπορίας κατὰ τὸ τελευταῖον εἰκοσιτετράωρον. ΣΑΙΓΚΟΝ, 4. (Ρώυτερ). — Ἀμερικανὸς στρατιωτικὸς ἐκπρόσωπος ἀνεκοίνωσεν ὅτι αἱ καιρικαὶ συνθῆκαι περιώρισαν σημαντικῶς τὰς ἐπιχειρήσεις τῆς ἀεροπορίας κατὰ τὸ τελευταῖον εἰκοσιτετράωρον. ΣΑΙΓΚΟΝ, 4. (Ρώυτερ). — Ἀμερικανὸς στρατιωτικὸς ἐκπρόσωπος ἀνεκοίνωσεν ὅτι αἱ καιρικαὶ συνθῆκαι περιώρισαν σημαντικῶς τὰς ἐπιχειρήσεις τῆς ἀεροπορίας κατὰ τὸ τελευταῖον εἰκοσιτετράωρον. ΣΑΙΓΚΟΝ, 4. (Ρώυτερ). — Ἀμερικανὸς στρατιωτικὸς ἐκπρόσωπος ἀνεκοίνωσεν ὅτι αἱ καιρικαὶ συνθῆκαι περιώρισαν σημαντικῶς τὰς ἐπιχειρήσεις τῆς ἀεροπορίας κατὰ τὸ τελευταῖον εἰκοσιτετράωρον. ΣΑΙΓΚΟΝ, 4. (Ρώυτερ). — Ἀμερικανὸς στρατιωτικὸς ἐκπρόσωπος ἀνεκοίνωσεν ὅτι αἱ καιρικαὶ συνθῆκαι περιώρισαν σημαντικῶς τὰς ἐπιχειρήσεις τῆς ἀεροπορίας κατὰ τὸ τελευταῖον εἰκοσιτετράωρον. ΣΑΙΓΚΟΝ, 4. (Ρώυτερ). — Ἀμερικανὸς στρατιωτικὸς ἐκπρόσωπος ἀνεκοίνωσεν ὅτι αἱ καιρικαὶ συνθῆκαι περιώρισαν σημαντικῶς τὰς ἐπιχειρήσεις τῆς ἀεροπορίας κατὰ τὸ τελευταῖον εἰκοσιτετράωρον. ΠΑΣΙΦΙΚΟΝ ΚΟΣΜΟΝ Ἐκδηλώσεις εἰς τὸν χῶρον τοῦ Εἰρηνικοῦ διὰ τὴν ἐπέτειον. Ἐκδηλώσεις εἰς τὸν χῶρον τοῦ Εἰρηνικοῦ διὰ τὴν ἐπέτειον. (1204, 728, 1554, 1008)
vietnam-story (1003, 612, 1554, 720)
section-rule (622, 1834, 998, 1836)
lead-headline: ΠΥΡΗΝΙΚΟΝ ΕΞΟΠΛΙΣΜΟΝ ΤΗΣ ΒΟΝΝΗΣ ΥΠΑΙΝΙΣΣΕΤΑΙ Η ΟΥΑΣΙΓΚΤΩΝ ΔΙΑ ΝΑ ΕΚΒΙΑΣΗ ΤΟΝ κ. ΝΤΕ ΓΚΩΛ (73, 49, 581, 132)
section-rule (39, 1342, 418, 1344)
makarios-subhead: ΟΙ ΤΟΥΡΚΟΙ ΕΓΚΑΤΕΛΕΙΨΑΝ ΤΑ ΠΕΡΙΧΩΡΑ ΤΗΣ ΛΑΡΝΑΚΟΣ (1006, 137, 1551, 183)
maurer-label: Ο ΓΕΩΝΑΡΧ ΕΙΣ ΒΟΥΚΟΥΡΕΣΤΙΟΝ (852, 956, 960, 983)
crete-story (622, 49, 998, 669)
lead-body: ΟΥΑΣΙΓΚΤΩΝ, 4. (Ασ. Πρές). Οἱ ἐγκυρώτεροι κύκλοι τῆς ἀμερικανικῆς πρωτευούσης ἐξέφρασαν τὴν ἄποψιν ὅτι τὸ πρόβλημα τοῦ ΝΑΤΟ δὲν δύναται νὰ λυθῇ ἐφ' ὅσον ἡ Γαλλία ἀρνεῖται τὴν συνεργασίαν. Ἡ ἀμερικανικὴ κυβέρνησις θεωρεῖ ὅτι ἡ ἀποχώρησις τῶν γαλλικῶν δυνάμεων ἀπὸ τὴν ἑνιαίαν διοίκησιν ἐπιβάλλει νέαν ἀναθεώρησιν τῆς πολιτικῆς ἐν Εὐρώπῃ. Εἰς τοὺς κύκλους τοῦ Πενταγώνου συζητεῖται ἡ πιθανότης ἐνισχύσεως τῆς Δυτικῆς Γερμανίας μὲ πυρηνικὰ ὅπλα, ἐὰν τὸ Παρίσι δὲν ἀναθεωρήσῃ τὴν στάσιν του. Ὁ πρόεδρος θὰ συνεργασθῇ μὲ τοὺς συμμάχους διὰ νὰ ἐξευρεθῇ ἱκανοποιητικὴ λύσις. Οἱ ἐγκυρώτεροι κύκλοι τῆς ἀμερικανικῆς πρωτευούσης ἐξέφρασαν τὴν ἄποψιν ὅτι τὸ πρόβλημα τοῦ ΝΑΤΟ δὲν δύναται νὰ λυθῇ ἐφ' ὅσον ἡ Γαλλία ἀρνεῖται τὴν συνεργασίαν. Ἡ ἀμερικανικὴ κυβέρνησις θεωρεῖ ὅτι ἡ ἀποχώρησις τῶν γαλλικῶν δυνάμεων ἀπὸ τὴν ἑνιαίαν διοίκησιν ἐπιβάλλει νέαν ἀναθεώρησιν τῆς πολιτικῆς ἐν Εὐρώπῃ. Εἰς τοὺς κύκλους τοῦ Πενταγώνου συζητεῖται ἡ πιθανότης ἐνισχύσεως τῆς Δυτικῆς Γερμανίας μὲ πυρηνικὰ ὅπλα, ἐὰν τὸ Παρίσι δὲν ἀναθεωρήσῃ τὴν στάσιν του. Ὁ πρόεδρος θὰ συνεργασθῇ μὲ τοὺς συμμάχους διὰ νὰ ἐξευρεθῇ ἱκανοποιητικὴ λύσις. Οἱ ἐγκυρώτεροι κύκλοι τῆς ἀμερικανικῆς πρωτευούσης ἐξέφρασαν τὴν ἄποψιν ὅτι τὸ πρόβλημα τοῦ ΝΑΤΟ δὲν δύναται νὰ λυθῇ ἐφ' ὅσον ἡ Γαλλία ἀρνεῖται τὴν συνεργασίαν. Ἡ ἀμερικανικὴ κυβέρνησις θεωρεῖ ὅτι ἡ ἀποχώρησις τῶν γαλλικῶν δυνάμεων ἀπὸ τὴν ἑνιαίαν διοίκησιν ἐπιβάλλει νέαν ἀναθεώρησιν τῆς πολιτικῆς ἐν Εὐρώπῃ. Εἰς τοὺς κύκλους τοῦ Πενταγώνου συζητεῖται ἡ πιθανότης ἐνισχύσεως τῆς Δυτικῆς Γερμανίας μὲ πυρηνικὰ ὅπλα, ἐὰν τὸ Παρίσι δὲν ἀναθεωρήσῃ τὴν στάσιν του. Ὁ πρόεδρος θὰ συνεργασθῇ μὲ τοὺς συμμάχους διὰ νὰ ἐξευρεθῇ ἱκανοποιητικὴ λύσις. Οἱ ἐγκυρώτεροι κύκλοι τῆς ἀμερικανικῆς πρωτευούσης ἐξέφρασαν τὴν ἄποψιν ὅτι τὸ πρόβλημα τοῦ ΝΑΤΟ δὲν δύναται νὰ λυθῇ ἐφ' ὅσον ἡ Γαλλία ἀρνεῖται τὴν συνεργασίαν. Ἡ ἀμερικανικὴ κυβέρνησις θεωρεῖ ὅτι ἡ ἀποχώρησις τῶν γαλλικῶν δυνάμεων ἀπὸ τὴν ἑνιαίαν διοίκησιν ἐπιβάλλει νέαν ἀναθεώρησιν τῆς πολιτικῆς ἐν Εὐρώπῃ. Εἰς τοὺς κύκλους τοῦ Πενταγώνου συζητεῖται ἡ πιθανότης ἐνισχύσεως τῆς Δυτικῆς Γερμανίας μὲ πυρηνικὰ ὅπλα, ἐὰν τὸ Παρίσι δὲν ἀναθεωρήσῃ τὴν στάσιν του. Ὁ πρόεδρος θὰ συνεργασθῇ μὲ τοὺς συμμάχους διὰ νὰ ἐξευρεθῇ ἱκανοποιητικὴ λύσις. Οἱ ἐγκυρώτεροι κύκλοι τῆς ἀμερικανικῆς πρωτευούσης ἐξέφρασαν τὴν ἄποψιν ὅτι τὸ πρόβλημα τοῦ ΝΑΤΟ δὲν δύναται νὰ λυθῇ ἐφ' ὅσον ἡ Γαλλία ἀρνεῖται τὴν συνεργασίαν. Ἡ ἀμερικανικὴ κυβέρνησις θεωρεῖ ὅτι ἡ ἀποχώρησις τῶν γαλλικῶν δυνάμεων ἀπὸ τὴν ἑνιαίαν διοίκησιν ἐπιβάλλει νέαν ἀναθεώρησιν τῆς πολιτικῆς ἐν Εὐρώπῃ. Εἰς τοὺς κύκλους τοῦ Πενταγώνου συζητεῖται ἡ πιθανότης ἐνισχύσεως τῆς Δυτικῆς Γερμανίας μὲ πυρηνικὰ ὅπλα, ἐὰν τὸ Παρίσι δὲν ἀναθεωρήσῃ τὴν στάσιν του. Ὁ πρόεδρος θὰ συνεργασθῇ μὲ τοὺς συμμάχους διὰ νὰ ἐξευρεθῇ ἱκανοποιητικὴ λύσις. Οἱ ἐγκυρώτεροι κύκλοι τῆς ἀμερικανικῆς πρωτευούσης ἐξέφρασαν τὴν ἄποψιν ὅτι τὸ πρόβλημα τοῦ ΝΑΤΟ δὲν δύναται νὰ λυθῇ ἐφ' ὅσον ἡ Γαλλία ἀρνεῖται τὴν συνεργασίαν. Ἡ ἀμερικανικὴ κυβέρνησις θεωρεῖ ὅτι ἡ ἀποχώρησις τῶν γαλλικῶν δυνάμεων ἀπὸ τὴν ἑνιαίαν διοίκησιν ἐπιβάλλει νέαν ἀναθεώρησιν τῆς πολιτικῆς ἐν Εὐρώπῃ. Εἰς τοὺς κύκλους τοῦ Πενταγώνου συζητεῖται ἡ πιθανότης ἐνισχύσεως τῆς Δυτικῆς Γερμανίας μὲ πυρηνικὰ ὅπλα, ἐὰν τὸ Παρίσι δὲν ἀναθεωρήσῃ τὴν στάσιν του. Ὁ πρόεδρος θὰ συνεργασθῇ μὲ τοὺς συμμάχους διὰ νὰ ἐξευρεθῇ ἱκανοποιητικὴ λύσις. Οἱ ἐγκυρώτεροι κύκλοι τῆς ἀμερικανικῆς πρωτευούσης ἐξέφρασαν τὴν ἄποψιν ὅτι τὸ πρόβλημα τοῦ ΝΑΤΟ δὲν δύναται νὰ λυθῇ ἐφ' ὅσον ἡ Γαλλία ἀρνεῖται τὴν συνεργασίαν. Ἡ ἀμερικανικὴ κυβέρνησις θεωρεῖ ὅτι ἡ ἀποχώρησις τῶν γαλλικῶν δυνάμεων ἀπὸ τὴν ἑνιαίαν διοίκησιν ἐπιβάλλει νέαν ἀναθεώρησιν τῆς πολιτικῆς ἐν Εὐρώπῃ. Εἰς τοὺς κύκλους τοῦ Πενταγώνου συζητεῖται ἡ πιθανότης ἐνισχύσεως τῆς Δυτικῆς Γερμανίας μὲ πυρηνικὰ ὅπλα, ἐὰν τὸ Παρίσι δὲν ἀναθεωρήσῃ τὴν στάσιν του. Ὁ πρόεδρος θὰ συνεργασθῇ μὲ τοὺς συμμάχους διὰ νὰ ἐξευρεθῇ ἱκανοποιητικὴ λύσις. Οἱ ἐγκυρώτεροι κύκλοι τῆς ἀμερικανικῆς πρωτευούσης ἐξέφρασαν τὴν ἄποψιν ὅτι τὸ πρόβλημα τοῦ ΝΑΤΟ δὲν δύναται νὰ λυθῇ ἐφ' ὅσον ἡ Γαλλία ἀρνεῖται τὴν συνεργασίαν. Ἡ ἀμερικανικὴ κυβέρνησις θεωρεῖ ὅτι ἡ ἀποχώρησις τῶν γαλλικῶν δυνάμεων ἀπὸ τὴν ἑνιαίαν διοίκησιν ἐπιβάλλει νέαν ἀναθεώρησιν τῆς πολιτικῆς ἐν Εὐρώπῃ. Εἰς τοὺς κύκλους τοῦ Πενταγώνου συζητεῖται ἡ πιθανότης ἐνισχύσεως τῆς Δυτικῆς Γερμανίας μὲ πυρηνικὰ ὅπλα, ἐὰν τὸ Παρίσι δὲν ἀναθεωρήσῃ τὴν στάσιν του. Ὁ πρόεδρος θὰ συνεργασθῇ μὲ τοὺς συμμάχους διὰ νὰ ἐξευρεθῇ ἱκανοποιητικὴ λύσις. Οἱ ἐγκυρώτεροι κύκλοι τῆς ἀμερικανικῆς πρωτευούσης ἐξέφρασαν τὴν ἄποψιν ὅτι τὸ πρόβλημα τοῦ ΝΑΤΟ δὲν δύναται νὰ λυθῇ ἐφ' ὅσον ἡ Γαλλία ἀρνεῖται τὴν συνεργασίαν. Ἡ ἀμερικανικὴ κυβέρνησις θεωρεῖ ὅτι ἡ ἀποχώρησις τῶν γαλλικῶν δυνάμεων ἀπὸ τὴν ἑνιαίαν διοίκησιν ἐπιβάλλει νέαν ἀναθεώρησιν τῆς πολιτικῆς ἐν Εὐρώπῃ. Εἰς τοὺς κύκλους τοῦ Πενταγώνου συζητεῖται ἡ πιθανότης ἐνισχύσεως τῆς Δυτικῆς Γερμανίας μὲ πυρηνικὰ ὅπλα, ἐὰν τὸ Παρίσι δὲν ἀναθεωρήσῃ τὴν στάσιν του. Ὁ πρόεδρος θὰ συνεργασθῇ μὲ τοὺς συμμάχους διὰ νὰ ἐξευρεθῇ ἱκανοποιητικὴ λύσις. Οἱ ἐγκυρώτεροι κύκλοι τῆς ἀμερικανικῆς πρωτευούσης ἐξέφρασαν τὴν ἄποψιν ὅτι τὸ πρόβλημα τοῦ ΝΑΤΟ δὲν δύναται νὰ λυθῇ ἐφ' ὅσον ἡ Γαλλία ἀρνεῖται τὴν συνεργασίαν. Ἡ ἀμερικανικὴ κυβέρνησις θεωρεῖ ὅτι ἡ ἀποχώρησις τῶν γαλλικῶν δυνάμεων ἀπὸ τὴν ἑνιαίαν διοίκησιν ἐπιβάλλει νέαν ἀναθεώρησιν τῆς πολιτικῆς ἐν Εὐρώπῃ. Εἰς τοὺς κύκλους τοῦ Πενταγώνου συζητεῖται ἡ πιθανότης ἐνισχύσεως τῆς Δυτικῆς Γερμανίας μὲ πυρηνικὰ ὅπλα, ἐὰν τὸ Παρίσι δὲν ἀναθεωρήσῃ τὴν στάσιν του. Ὁ πρόεδρος θὰ συνεργασθῇ μὲ τοὺς συμμάχους διὰ νὰ ἐξευρεθῇ ἱκανοποιητικὴ λύσις. (39, 188, 615, 836)
bishop-body: ΑΘΗΝΑΙ, 4. — Ἐνώπιον τοῦ τριμελοῦς πλημμελειοδικείου ἤρχισε σήμερον ἡ ἐκδίκασις τῆς ὑποθέσεως, διὰ τὴν ὁποίαν κατηγοροῦνται φαρμακοποιοὶ καὶ ἔμποροι. Οἱ κατηγορούμενοι ὑπεστήριξαν ὅτι ἠγνόουν τὴν ἐπικινδυνότητα τῶν σκευασμάτων. ΑΘΗΝΑΙ, 4. — Ἐνώπιον τοῦ τριμελοῦς πλημμελειοδικείου ἤρχισε σήμερον ἡ ἐκδίκασις τῆς ὑποθέσεως, διὰ τὴν ὁποίαν κατηγοροῦνται φαρμακοποιοὶ καὶ ἔμποροι. Οἱ κατηγορούμενοι ὑπεστήριξαν ὅτι ἠγνόουν τὴν ἐπικινδυνότητα τῶν σκευασμάτων. ΑΘΗΝΑΙ, 4. — Ἐνώπιον τοῦ τριμελοῦς πλημμελειοδικείου ἤρχισε σήμερον ἡ ἐκδίκασις τῆς ὑποθέσεως, διὰ τὴν ὁποίαν κατηγοροῦνται φαρμακοποιοὶ καὶ ἔμποροι. Οἱ κατηγορούμενοι ὑπεστήριξαν ὅτι ἠγνόουν τὴν ἐπικινδυνότητα τῶν σκευασμάτων. (622, 726, 998, 864)
money-body: ΠΑΡΙΣΙΟΝ, 4. (Ασ. Πρές). — Ὁ Γάλλος ὑπουργὸς ἐδήλωσεν ἱκανοποίησιν διὰ τὰ ἀποτελέσματα τῆς περιοδείας του. ΠΑΡΙΣΙΟΝ, 4. (Ασ. Πρές). — Ὁ Γάλλος ὑπουργὸς ἐδήλωσεν ἱκανοποίησιν διὰ τὰ ἀποτελέσματα τῆς περιοδείας του. ΠΑΡΙΣΙΟΝ, 4. (Ασ. Πρές). — Ὁ Γάλλος ὑπουργὸς ἐδήλωσεν ἱκανοποίησιν διὰ τὰ ἀποτελέσματα τῆς περιοδείας του. (423, 1705, 615, 1816)
cypriots-story (1003, 920, 1195, 1156)
trial-body: ΑΘΗΝΑΙ, 4. — Ἡ δίκη συνεχίσθη σήμερον μὲ τὴν ἀνάγνωσιν ἐγγράφων. Ἡ ὑπεράσπισις προσεκόμισε δημοσιεύματα τοῦ ξένου τύπου. ΑΘΗΝΑΙ, 4. — Ἡ δίκη συνεχίσθη σήμερον μὲ τὴν ἀνάγνωσιν ἐγγράφων. Ἡ ὑπεράσπισις προσεκόμισε δημοσιεύματα τοῦ ξένου τύπου. ΑΘΗΝΑΙ, 4. — Ἡ δίκη συνεχίσθη σήμερον μὲ τὴν ἀνάγνωσιν ἐγγράφων. Ἡ ὑπεράσπισις προσεκόμισε δημοσιεύματα τοῦ ξένου τύπου. ΑΘΗΝΑΙ, 4. — Ἡ δίκη συνεχίσθη σήμερον μὲ τὴν ἀνάγνωσιν ἐγγράφων. Ἡ ὑπεράσπισις προσεκόμισε δημοσιεύματα τοῦ ξένου τύπου. ΑΘΗΝΑΙ, 4. — Ἡ δίκη συνεχίσθη σήμερον μὲ τὴν ἀνάγνωσιν ἐγγράφων. Ἡ ὑπεράσπισις προσεκόμισε δημοσιεύματα τοῦ ξένου τύπου. ΑΘΗΝΑΙ, 4. — Ἡ δίκη συνεχίσθη σήμερον μὲ τὴν ἀνάγνωσιν ἐγγράφων. Ἡ ὑπεράσπισις προσεκόμισε δημοσιεύματα τοῦ ξένου τύπου. ΑΘΗΝΑΙ, 4. — Ἡ δίκη συνεχίσθη σήμερον μὲ τὴν ἀνάγνωσιν ἐγγράφων. Ἡ ὑπεράσπισις προσεκόμισε δημοσιεύματα τοῦ ξένου τύπου. ΑΘΗΝΑΙ, 4. — Ἡ δίκη συνεχίσθη σήμερον μὲ τὴν ἀνάγνωσιν ἐγγράφων. Ἡ ὑπεράσπισις προσεκόμισε δημοσιεύματα τοῦ ξένου τύπου. (39, 1400, 418, 1593)
inflation-story (622, 2154, 998, 2321)
festival-headline: ΤΟ ΠΑΝΕΡΓΑΤΙΚΟΝ ΣΥΝΕΔΡΙΟΝ ΘΑ ΣΥΝΕΛΘΗ ΤΗΝ 15ΗΝ ΜΑΪΟΥ (423, 1461, 615, 1505)
physicist-headline: ΡΩΣΣΟΣ ΦΥΣΙΚΟΜΑΘΗΜΑΤΙΚΟΣ ΔΕΝ ΕΓΚΡΙΝΕΙ ΔΙΕΘΝΗ ΣΥΝΕΡΓΑΣΙΑΝ ΕΙΣ ΤΟ ΔΙΑΣΤΗΜΑ (637, 1339, 982, 1368)
section-rule (622, 2149, 998, 2151)
safes-story (423, 1043, 615, 1456)
small-news-body: — Ἡ ΙΣΡΑΗΛ ἐπικυρώνει τὴν συμφωνίαν. — Ἡ ΙΝΔΟΝΗΣΙΑ ἀπαγορεύει τὸ κόμμα. — ΠΕΝΤΑΜΕΛΗΣ ἀντιπροσωπεία ἀναχωρεῖ. — ΚΑΜΠΟΤΖΗ διεμαρτυρήθη. — ΣΥΡΙΑ ἀπελαύνει δημοσιογράφους. — Ἡ ΙΣΡΑΗΛ ἐπικυρώνει τὴν συμφωνίαν. — Ἡ ΙΝΔΟΝΗΣΙΑ ἀπαγορεύει τὸ κόμμα. — ΠΕΝΤΑΜΕΛΗΣ ἀντιπροσωπεία ἀναχωρεῖ. — ΚΑΜΠΟΤΖΗ διεμαρτυρήθη. — ΣΥΡΙΑ ἀπελαύνει δημοσιογράφους. — Ἡ ΙΣΡΑΗΛ ἐπικυρώνει τὴν συμφωνίαν. — Ἡ ΙΝΔΟΝΗΣΙΑ ἀπαγορεύει τὸ κόμμα. — ΠΕΝΤΑΜΕΛΗΣ ἀντιπροσωπεία ἀναχωρεῖ. — ΚΑΜΠΟΤΖΗ διεμαρτυρήθη. — ΣΥΡΙΑ ἀπελαύνει δημοσιογράφους. — Ἡ ΙΣΡΑΗΛ ἐπικυρώνει τὴν συμφωνίαν. — Ἡ ΙΝΔΟΝΗΣΙΑ ἀπαγορεύει τὸ κόμμα. — ΠΕΝΤΑΜΕΛΗΣ ἀντιπροσωπεία ἀναχωρεῖ. — ΚΑΜΠΟΤΖΗ διεμαρτυρήθη. — ΣΥΡΙΑ ἀπελαύνει δημοσιογράφους. — Ἡ ΙΣΡΑΗΛ ἐπικυρώνει τὴν συμφωνίαν. — Ἡ ΙΝΔΟΝΗΣΙΑ ἀπαγορεύει τὸ κόμμα. — ΠΕΝΤΑΜΕΛΗΣ ἀντιπροσωπεία ἀναχωρεῖ. — ΚΑΜΠΟΤΖΗ διεμαρτυρήθη. — ΣΥΡΙΑ ἀπελαύνει δημοσιογράφους. — Ἡ ΙΣΡΑΗΛ ἐπικυρώνει τὴν συμφωνίαν. — Ἡ ΙΝΔΟΝΗΣΙΑ ἀπαγορεύει τὸ κόμμα. — ΠΕΝΤΑΜΕΛΗΣ ἀντιπροσωπεία ἀναχωρεῖ. — ΚΑΜΠΟΤΖΗ διεμαρτυρήθη. — ΣΥΡΙΑ ἀπελαύνει δημοσιογράφους. — Ἡ ΙΣΡΑΗΛ ἐπικυρώνει τὴν συμφωνίαν. — Ἡ ΙΝΔΟΝΗΣΙΑ ἀπαγορεύει τὸ κόμμα. — ΠΕΝΤΑΜΕΛΗΣ ἀντιπροσωπεία ἀναχωρεῖ. — ΚΑΜΠΟΤΖΗ διεμαρτυρήθη. — ΣΥΡΙΑ ἀπελαύνει δημοσιογράφους. — Ἡ ΙΣΡΑΗΛ ἐπικυρώνει τὴν συμφωνίαν. — Ἡ ΙΝΔΟΝΗΣΙΑ ἀπαγορεύει τὸ κόμμα. — ΠΕΝΤΑΜΕΛΗΣ ἀντιπροσωπεία ἀναχωρεῖ. — ΚΑΜΠΟΤΖΗ διεμαρτυρήθη. — ΣΥΡΙΑ ἀπελαύνει δημοσιογράφους. — Ἡ ΙΣΡΑΗΛ ἐπικυρώνει τὴν συμφωνίαν. — Ἡ ΙΝΔΟΝΗΣΙΑ ἀπαγορεύει τὸ κόμμα. — ΠΕΝΤΑΜΕΛΗΣ ἀντιπροσωπεία ἀναχωρεῖ. — ΚΑΜΠΟΤΖΗ διεμαρτυρήθη. — ΣΥΡΙΑ ἀπελαύνει δημοσιογράφους. — Ἡ ΙΣΡΑΗΛ ἐπικυρώνει τὴν συμφωνίαν. — Ἡ ΙΝΔΟΝΗΣΙΑ ἀπαγορεύει τὸ κόμμα. — ΠΕΝΤΑΜΕΛΗΣ ἀντιπροσωπεία ἀναχωρεῖ. — ΚΑΜΠΟΤΖΗ διεμαρτυρήθη. — ΣΥΡΙΑ ἀπελαύνει δημοσιογράφους. — Ἡ ΙΣΡΑΗΛ ἐπικυρώνει τὴν συμφωνίαν. — Ἡ ΙΝΔΟΝΗΣΙΑ ἀπαγορεύει τὸ κόμμα. — ΠΕΝΤΑΜΕΛΗΣ ἀντιπροσωπεία ἀναχωρεῖ. — ΚΑΜΠΟΤΖΗ διεμαρτυρήθη. — ΣΥΡΙΑ ἀπελαύνει δημοσιογράφους. — Ἡ ΙΣΡΑΗΛ ἐπικυρώνει τὴν συμφωνίαν. — Ἡ ΙΝΔΟΝΗΣΙΑ ἀπαγορεύει τὸ κόμμα. — ΠΕΝΤΑΜΕΛΗΣ ἀντιπροσωπεία ἀναχωρεῖ. — ΚΑΜΠΟΤΖΗ διεμαρτυρήθη. — ΣΥΡΙΑ ἀπελαύνει δημοσιογράφους. (1204, 1603, 1554, 2094)
kyprianou-body: Ὁ ὑπουργὸς τῶν Ἐξωτερικῶν τῆς Κύπρου ἐδήλωσεν ὅτι ἡ κυβέρνησις δὲν θὰ δεχθῇ λύσιν ἀντιβαίνουσαν εἰς τὴν θέλησιν τοῦ λαοῦ. Ὁ ὑπουργὸς τῶν Ἐξωτερικῶν τῆς Κύπρου ἐδήλωσεν ὅτι ἡ κυβέρνησις δὲν θὰ δεχθῇ λύσιν ἀντιβαίνουσαν εἰς τὴν θέλησιν τοῦ λαοῦ. Ὁ ὑπουργὸς τῶν Ἐξωτερικῶν τῆς Κύπρου ἐδήλωσεν ὅτι ἡ κυβέρνησις δὲν θὰ δεχθῇ λύσιν ἀντιβαίνουσαν εἰς τὴν θέλησιν τοῦ λαοῦ. Ὁ ὑπουργὸς τῶν Ἐξωτερικῶν τῆς Κύπρου ἐδήλωσεν ὅτι ἡ κυβέρνησις δὲν θὰ δεχθῇ λύσιν ἀντιβαίνουσαν εἰς τὴν θέλησιν τοῦ λαοῦ. Ὁ ὑπουργὸς τῶν Ἐξωτερικῶν τῆς Κύπρου ἐδήλωσεν ὅτι ἡ κυβέρνησις δὲν θὰ δεχθῇ λύσιν ἀντιβαίνουσαν εἰς τὴν θέλησιν τοῦ λαοῦ. (1003, 1968, 1195, 2210)
syria-headline: Η ΣΥΡΙΑΚΗ ΚΥΒΕΡΝΗΣΙΣ ΑΠΕΦΑΣΙΣΕ ΝΑ ΠΡΟΒΗ ΕΙΣ ΤΗΝ ΑΝΑΓΝΩΡΙΣΙΝ ΤΗΣ ΑΝΑΤ. ΓΕΡΜΑΝΙΑΣ (632, 1840, 988, 1870)
small-news-headline: ΜΙΚΡΑΙ ΕΞΩΤΕΡΙΚΑΙ ΕΙΔΗΣΕΙΣ (1213, 1574, 1545, 1598)
bombs-headline: ΕΚΡΗΞΕΙΣ ΒΟΜΒΩΝ ΕΙΣ ΚΤΙΡΙΑ ΤΩΝ ΠΕΡΟΝΙΣΤΩΝ (1019, 1162, 1180, 1191)
makarios-sidebar: ΣΚΟΠΟΣ Η ΑΥΤΟΔΙΑΘΕΣΙΣ ΛΕΥΚΩΣΙΑ, 4. (Αθ. Πρακτ.) — Ὁ πρόεδρος τῆς Ἑλλάδος κατὰ τὴν ἐπίσκεψίν του ἐτόνισεν ὅτι σκοπὸς τοῦ ἀγῶνος εἶναι ἡ αὐτοδιάθεσις τοῦ κυπριακοῦ λαοῦ. ΛΕΥΚΩΣΙΑ, 4. (Αθ. Πρακτ.) — Ὁ πρόεδρος τῆς Ἑλλάδος κατὰ τὴν ἐπίσκεψίν του ἐτόνισεν ὅτι σκοπὸς τοῦ ἀγῶνος εἶναι ἡ αὐτοδιάθεσις τοῦ κυπριακοῦ λαοῦ. ΦΙΛΑΡΧΟΣ ΔΙΟΙΚΗΤΗΣ ΗΝΩΜΕΝΑ ΕΘΝΗ, 4. (Ασ. Πρές). — Ὁ γενικὸς γραμματεὺς τοῦ ΟΗΕ ἀνεκοίνωσε τὸν διορισμὸν νέου διοικητοῦ τῆς δυνάμεως εἰρήνης ἐν Κύπρῳ. ΗΝΩΜΕΝΑ ΕΘΝΗ, 4. (Ασ. Πρές). — Ὁ γενικὸς γραμματεὺς τοῦ ΟΗΕ ἀνεκοίνωσε τὸν διορισμὸν νέου διοικητοῦ τῆς δυνάμεως εἰρήνης ἐν Κύπρῳ. (1367, 188, 1553, 600)
small-news (1204, 1574, 1554, 2301)
stefanopoulos-story (1003, 728, 1195, 915)
athenagoras-headline: ΝΕΑ ΔΙΑΜΑΡΤΥΡΙΑ ΔΙΑ ΤΗ ΜΕΛΑ ΚΑΤΑ ΤΟΥ ΑΘΗΝΑΓΟΡΑ (1004, 1343, 1194, 1370)
